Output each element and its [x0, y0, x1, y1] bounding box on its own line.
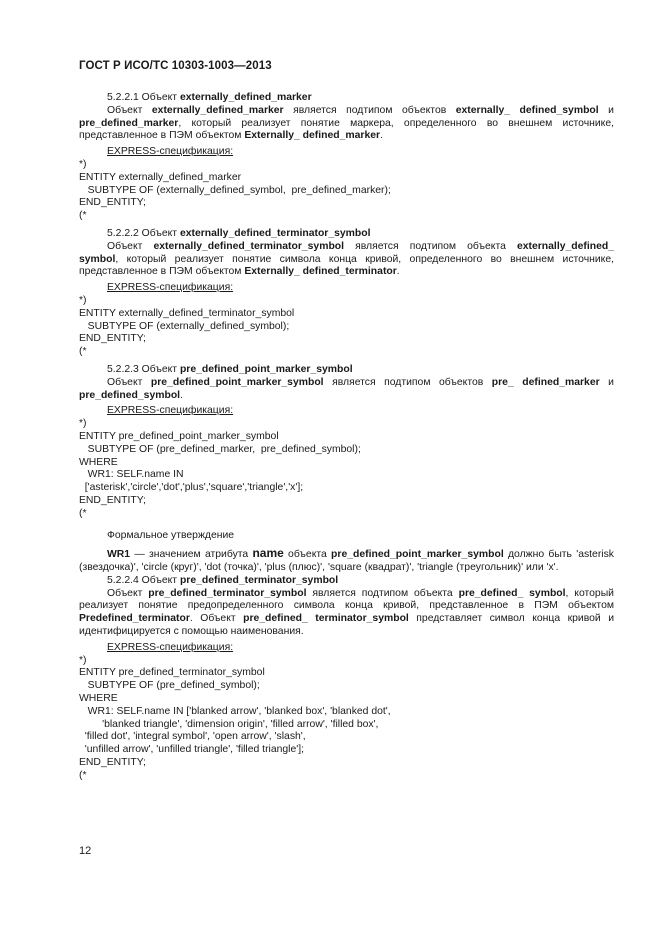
express-code-block: *) ENTITY pre_defined_terminator_symbol SUBTYPE OF (pre_defined_symbol); WHERE WR1: SELF.name IN ['blanked arrow', 'blanked box', 'blanked dot', 'blanked triangle', 'dimension origin', 'filled arrow', 'filled box', 'filled dot', 'integral symbol', 'open arrow', 'slash', 'unfilled arrow', 'unfilled triangle', 'filled triangle']; END_ENTITY; (*: [79, 654, 391, 781]
section-title-5-2-2-4: 5.2.2.4 Объект pre_defined_terminator_symbol: [107, 574, 339, 586]
express-code-block: *) ENTITY externally_defined_terminator_symbol SUBTYPE OF (externally_defined_symbol); END_ENTITY; (*: [79, 294, 295, 358]
express-spec-label: EXPRESS-спецификация:: [107, 641, 234, 653]
section-paragraph-5-2-2-2: Объект externally_defined_terminator_symbol является подтипом объекта externally_defined_ symbol, который реализует понятие символа конца кривой, определенного во внешнем источнике, представленное в ПЭМ объектом Externally_ defined_terminator.: [79, 240, 614, 278]
section-title-5-2-2-1: 5.2.2.1 Объект externally_defined_marker: [107, 92, 312, 103]
standard-header: ГОСТ Р ИСО/ТС 10303-1003—2013: [79, 60, 272, 72]
page-content: [79, 92, 614, 783]
express-spec-label: EXPRESS-спецификация:: [107, 405, 234, 417]
express-spec-label: EXPRESS-спецификация:: [107, 146, 234, 158]
express-code-block: *) ENTITY pre_defined_point_marker_symbol SUBTYPE OF (pre_defined_marker, pre_defined_symbol); WHERE WR1: SELF.name IN ['asterisk','circle','dot','plus','square','triangle','x']; END_ENTITY; (*: [79, 418, 361, 519]
section-paragraph-5-2-2-4: Объект pre_defined_terminator_symbol является подтипом объекта pre_defined_ symbol, который реализует понятие предопределенного символа конца кривой, представленное в ПЭМ объектом Predefined_terminator. Объект pre_defined_ terminator_symbol представляет символ конца кривой и идентифицируется с помощью наименования.: [79, 587, 614, 638]
express-code-block: *) ENTITY externally_defined_marker SUBTYPE OF (externally_defined_symbol, pre_defined_marker); END_ENTITY; (*: [79, 158, 391, 222]
formal-proposition-heading: Формальное утверждение: [107, 529, 235, 541]
formal-proposition-text: WR1 — значением атрибута name объекта pre_defined_point_marker_symbol должно быть 'asterisk (звездочка)', 'circle (круг)', 'dot (точка)', 'plus (плюс)', 'square (квадрат)', 'triangle (треугольник)' или 'x'.: [79, 546, 614, 574]
page-number: 12: [79, 845, 92, 857]
express-spec-label: EXPRESS-спецификация:: [107, 282, 234, 294]
section-paragraph-5-2-2-1: Объект externally_defined_marker является подтипом объектов externally_ defined_symbol и pre_defined_marker, который реализует понятие маркера, определенного во внешнем источнике, представленное в ПЭМ объектом Externally_ defined_marker.: [79, 104, 614, 142]
section-title-5-2-2-2: 5.2.2.2 Объект externally_defined_terminator_symbol: [107, 227, 371, 239]
section-paragraph-5-2-2-3: Объект pre_defined_point_marker_symbol является подтипом объектов pre_ defined_marker и pre_defined_symbol.: [79, 376, 614, 401]
section-title-5-2-2-3: 5.2.2.3 Объект pre_defined_point_marker_symbol: [107, 363, 353, 375]
